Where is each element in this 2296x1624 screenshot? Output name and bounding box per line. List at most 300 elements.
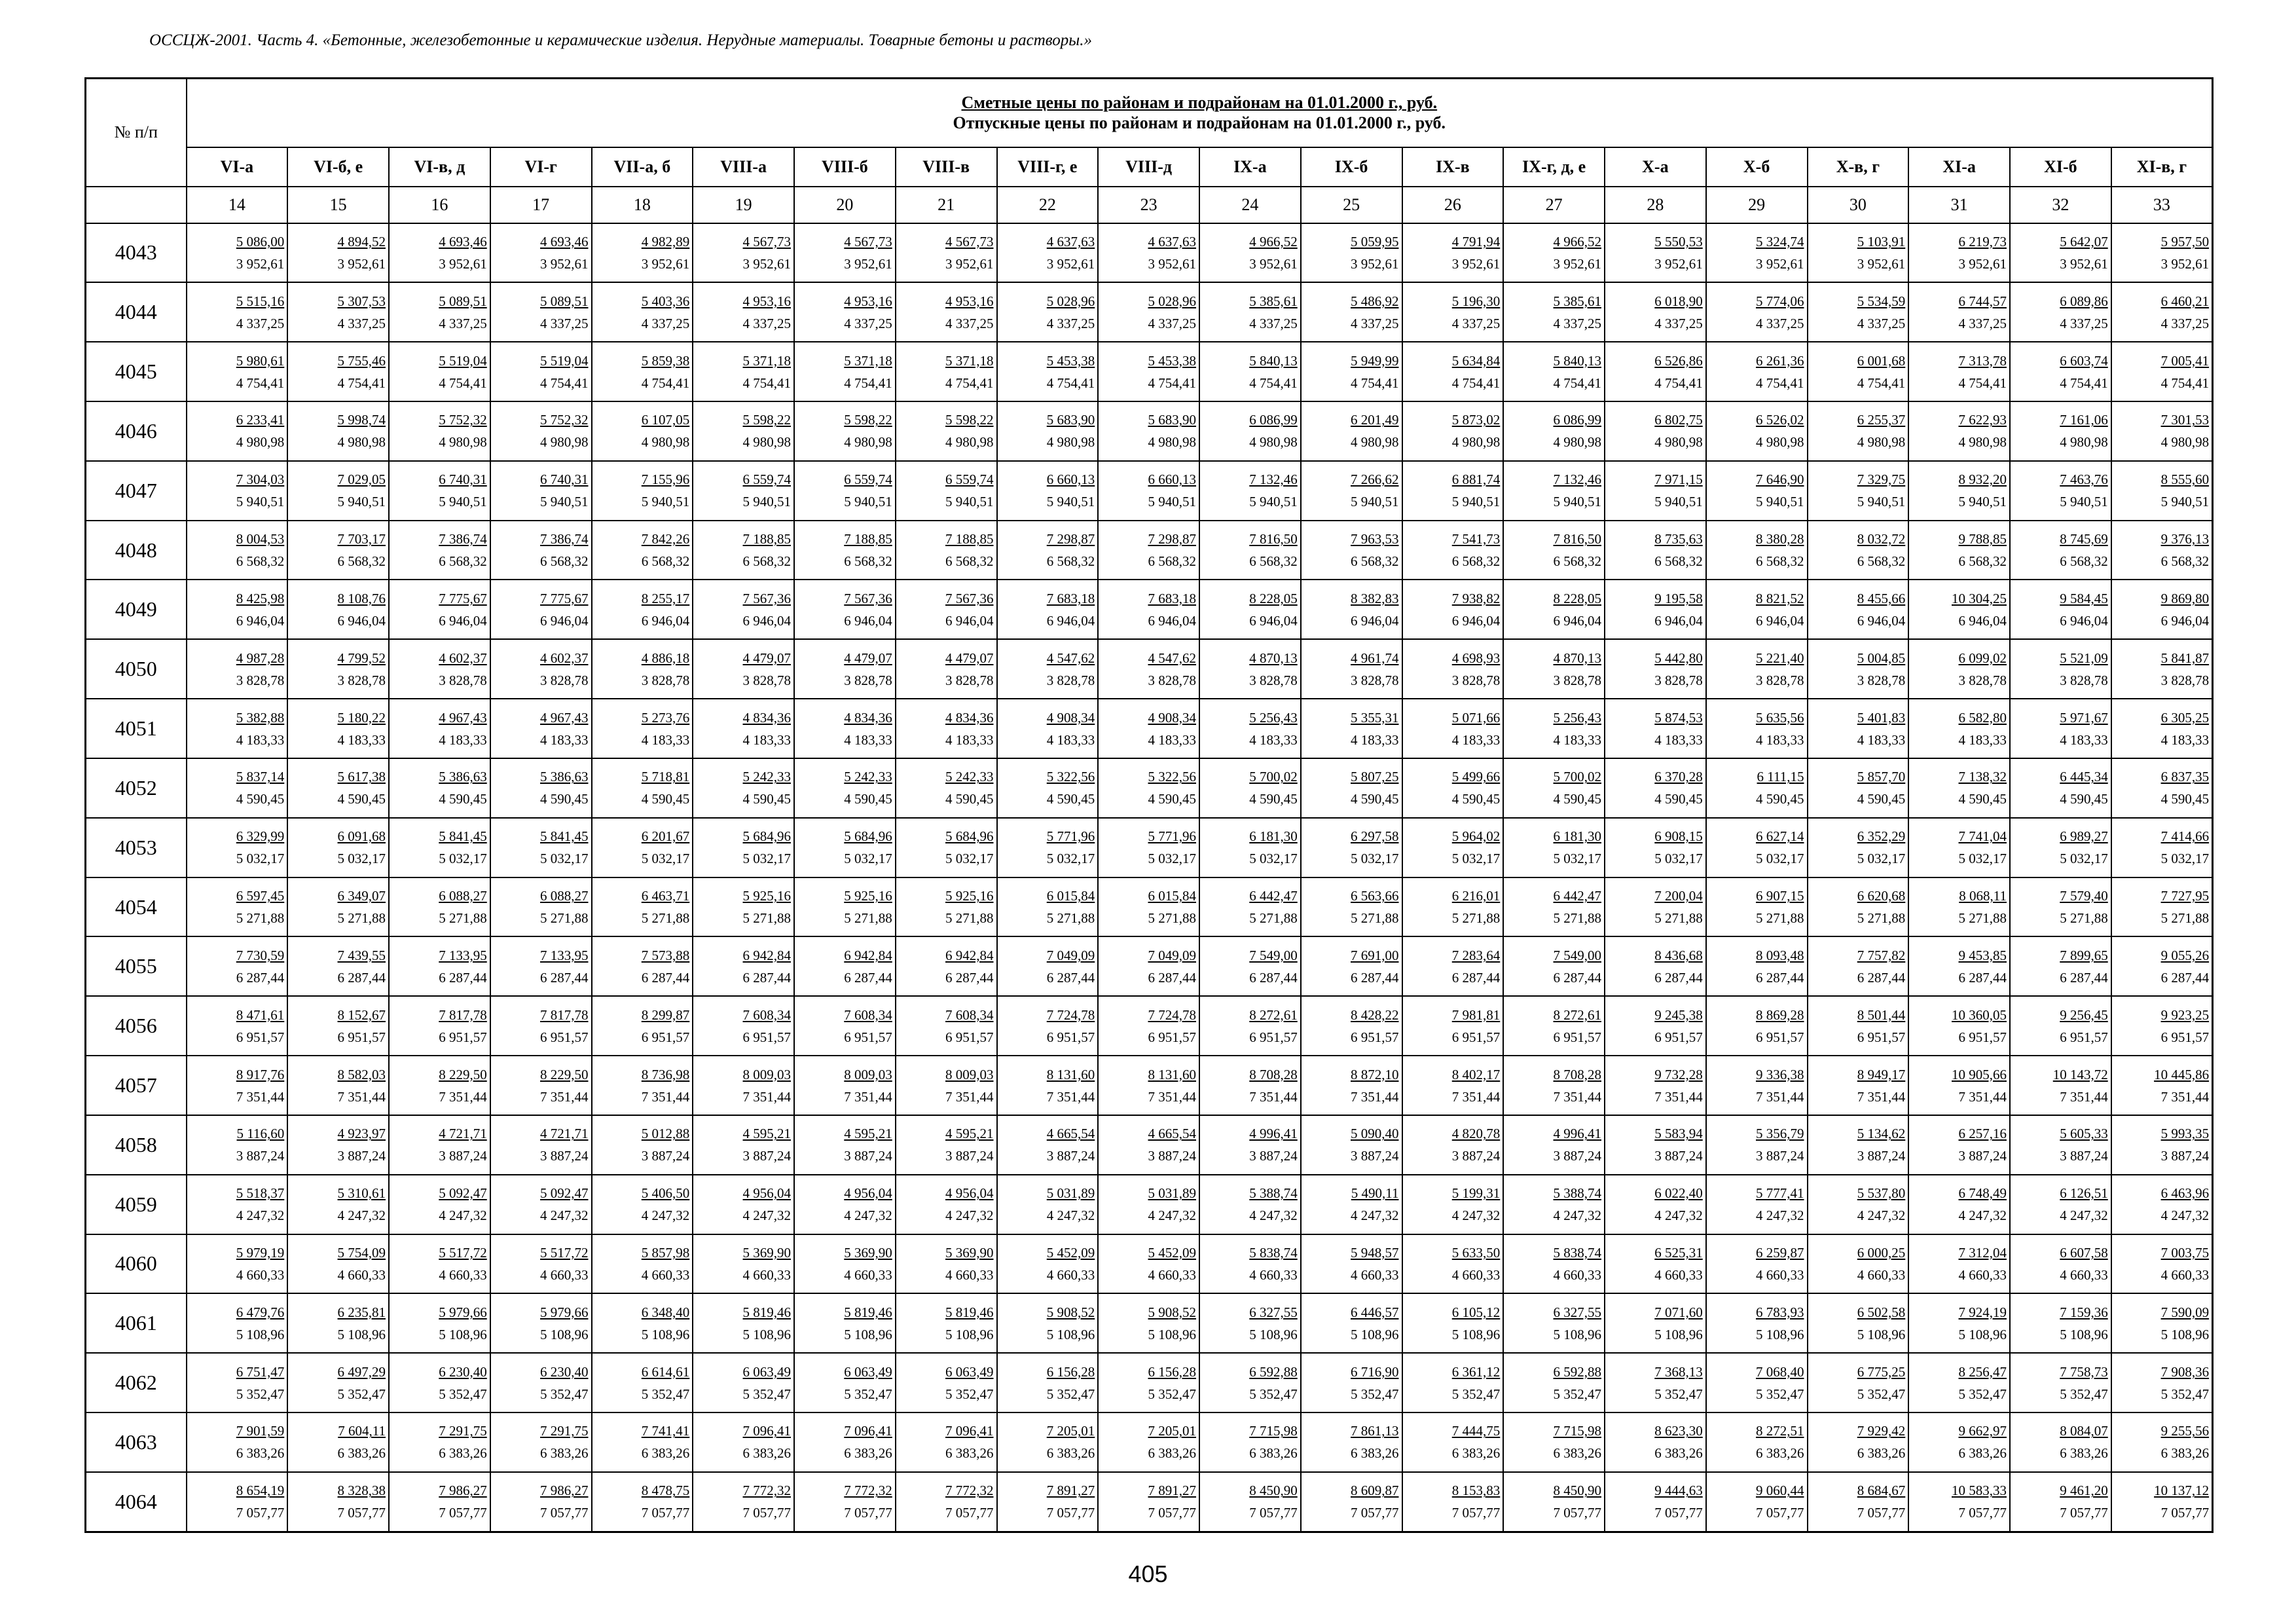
- release-price: 4 247,32: [1046, 1208, 1095, 1224]
- estimated-price: 5 957,50: [2160, 233, 2210, 249]
- release-price: 4 183,33: [236, 731, 285, 748]
- estimated-price: 4 595,21: [844, 1126, 892, 1142]
- estimated-price: 6 502,58: [1857, 1304, 1906, 1320]
- estimated-price: 10 445,86: [2154, 1066, 2210, 1082]
- estimated-price: 5 752,32: [439, 412, 487, 428]
- estimated-price: 7 291,75: [439, 1423, 487, 1439]
- price-cell: [794, 1115, 896, 1175]
- estimated-price: 4 961,74: [1351, 650, 1399, 666]
- price-cell: [1808, 223, 1909, 283]
- price-cell: [1908, 1412, 2010, 1472]
- price-cell: [287, 758, 389, 818]
- price-cell: [997, 1234, 1099, 1294]
- release-price: 4 590,45: [1654, 791, 1703, 807]
- table-row: [86, 461, 2213, 521]
- release-price: 7 351,44: [2060, 1088, 2108, 1105]
- release-price: 6 287,44: [945, 969, 994, 986]
- release-price: 6 568,32: [540, 553, 589, 570]
- release-price: 4 247,32: [1958, 1208, 2007, 1224]
- release-price: 4 183,33: [1451, 731, 1501, 748]
- estimated-price: 8 402,17: [1451, 1066, 1501, 1082]
- price-cell: [592, 1293, 693, 1353]
- estimated-price: 6 526,86: [1654, 352, 1703, 369]
- estimated-price: 5 684,96: [742, 828, 791, 845]
- estimated-price: 6 261,36: [1756, 352, 1804, 369]
- release-price: 4 754,41: [1351, 375, 1399, 391]
- price-cell: [1301, 1353, 1402, 1412]
- district-header: VIII-а: [693, 147, 794, 187]
- release-price: 6 946,04: [337, 612, 386, 629]
- price-cell: [1402, 282, 1504, 342]
- district-header: X-б: [1706, 147, 1808, 187]
- estimated-price: 5 841,87: [2160, 650, 2210, 666]
- price-cell: [1098, 580, 1199, 639]
- price-cell: [1808, 1234, 1909, 1294]
- release-price: 3 828,78: [945, 672, 994, 688]
- estimated-price: 6 015,84: [1046, 888, 1095, 904]
- release-price: 3 887,24: [641, 1148, 690, 1164]
- price-cell: [1301, 223, 1402, 283]
- estimated-price: 5 840,13: [1249, 352, 1298, 369]
- row-number: 4058: [86, 1115, 187, 1175]
- price-cell: [794, 1293, 896, 1353]
- estimated-price: 7 096,41: [844, 1423, 892, 1439]
- release-price: 6 383,26: [1148, 1445, 1196, 1462]
- price-title: [187, 79, 2213, 147]
- estimated-price: 8 272,61: [1553, 1006, 1601, 1023]
- row-number: 4045: [86, 342, 187, 401]
- column-number: 32: [2010, 187, 2111, 223]
- estimated-price: 6 327,55: [1553, 1304, 1601, 1320]
- estimated-price: 5 684,96: [945, 828, 994, 845]
- release-price: 4 660,33: [1756, 1266, 1804, 1283]
- price-cell: [287, 1293, 389, 1353]
- estimated-price: 4 595,21: [742, 1126, 791, 1142]
- price-cell: [1908, 282, 2010, 342]
- estimated-price: 6 233,41: [236, 412, 285, 428]
- price-cell: [389, 1353, 490, 1412]
- price-cell: [187, 521, 288, 580]
- release-price: 4 337,25: [1148, 315, 1196, 331]
- release-price: 4 660,33: [1451, 1266, 1501, 1283]
- district-header: VI-б, е: [287, 147, 389, 187]
- price-cell: [693, 758, 794, 818]
- release-price: 4 754,41: [236, 375, 285, 391]
- estimated-price: 8 228,05: [1553, 590, 1601, 606]
- release-price: 4 590,45: [1351, 791, 1399, 807]
- estimated-price: 4 966,52: [1249, 233, 1298, 249]
- price-cell: [1301, 1472, 1402, 1532]
- estimated-price: 9 732,28: [1654, 1066, 1703, 1082]
- release-price: 4 337,25: [1249, 315, 1298, 331]
- release-price: 5 352,47: [1249, 1386, 1298, 1402]
- release-price: 5 108,96: [1451, 1326, 1501, 1342]
- estimated-price: 5 857,98: [641, 1244, 690, 1261]
- estimated-price: 4 820,78: [1451, 1126, 1501, 1142]
- price-cell: [592, 699, 693, 758]
- estimated-price: 7 579,40: [2060, 888, 2108, 904]
- estimated-price: 7 132,46: [1249, 471, 1298, 488]
- estimated-price: 7 730,59: [236, 947, 285, 963]
- price-cell: [2010, 699, 2111, 758]
- release-price: 4 590,45: [337, 791, 386, 807]
- release-price: 7 351,44: [1756, 1088, 1804, 1105]
- release-price: 7 057,77: [1451, 1505, 1501, 1521]
- price-cell: [794, 1056, 896, 1115]
- release-price: 5 940,51: [945, 494, 994, 510]
- release-price: 6 946,04: [2160, 612, 2210, 629]
- price-cell: [997, 1115, 1099, 1175]
- estimated-price: 8 872,10: [1351, 1066, 1399, 1082]
- release-price: 4 980,98: [1249, 434, 1298, 451]
- price-cell: [1706, 1115, 1808, 1175]
- release-price: 7 057,77: [1351, 1505, 1399, 1521]
- estimated-price: 6 802,75: [1654, 412, 1703, 428]
- price-cell: [1503, 1353, 1605, 1412]
- release-price: 4 980,98: [844, 434, 892, 451]
- district-header: VI-а: [187, 147, 288, 187]
- estimated-price: 6 156,28: [1148, 1363, 1196, 1380]
- column-number: 20: [794, 187, 896, 223]
- release-price: 6 568,32: [1451, 553, 1501, 570]
- price-cell: [490, 996, 592, 1056]
- release-price: 5 032,17: [2060, 851, 2108, 867]
- estimated-price: 6 942,84: [945, 947, 994, 963]
- release-price: 6 568,32: [439, 553, 487, 570]
- release-price: 4 660,33: [1654, 1266, 1703, 1283]
- release-price: 5 108,96: [439, 1326, 487, 1342]
- release-price: 3 887,24: [742, 1148, 791, 1164]
- price-cell: [187, 1115, 288, 1175]
- estimated-price: 4 637,63: [1148, 233, 1196, 249]
- estimated-price: 8 153,83: [1451, 1483, 1501, 1499]
- estimated-price: 5 755,46: [337, 352, 386, 369]
- release-price: 6 383,26: [1046, 1445, 1095, 1462]
- price-cell: [1605, 461, 1706, 521]
- estimated-price: 4 953,16: [945, 293, 994, 309]
- price-cell: [389, 1412, 490, 1472]
- release-price: 5 940,51: [2060, 494, 2108, 510]
- release-price: 3 952,61: [2160, 255, 2210, 272]
- estimated-price: 7 899,65: [2060, 947, 2108, 963]
- price-cell: [2010, 1234, 2111, 1294]
- price-cell: [490, 699, 592, 758]
- estimated-price: 6 099,02: [1958, 650, 2007, 666]
- price-cell: [896, 1353, 997, 1412]
- estimated-price: 7 901,59: [236, 1423, 285, 1439]
- price-cell: [187, 818, 288, 877]
- row-number: 4052: [86, 758, 187, 818]
- price-cell: [490, 818, 592, 877]
- price-cell: [1706, 401, 1808, 461]
- estimated-price: 7 817,78: [439, 1006, 487, 1023]
- release-price: 7 351,44: [1451, 1088, 1501, 1105]
- price-cell: [1605, 936, 1706, 996]
- estimated-price: 8 009,03: [742, 1066, 791, 1082]
- estimated-price: 6 361,12: [1451, 1363, 1501, 1380]
- price-cell: [2010, 461, 2111, 521]
- estimated-price: 9 869,80: [2160, 590, 2210, 606]
- estimated-price: 7 622,93: [1958, 412, 2007, 428]
- estimated-price: 8 684,67: [1857, 1483, 1906, 1499]
- price-cell: [1808, 1412, 1909, 1472]
- page-number: 405: [1128, 1560, 1168, 1587]
- release-price: 4 183,33: [641, 731, 690, 748]
- district-header: IX-а: [1199, 147, 1301, 187]
- price-cell: [187, 223, 288, 283]
- table-row: [86, 1472, 2213, 1532]
- estimated-price: 6 460,21: [2160, 293, 2210, 309]
- price-cell: [592, 223, 693, 283]
- estimated-price: 4 886,18: [641, 650, 690, 666]
- estimated-price: 4 693,46: [439, 233, 487, 249]
- estimated-price: 4 834,36: [844, 709, 892, 726]
- estimated-price: 7 816,50: [1249, 531, 1298, 547]
- column-number: 29: [1706, 187, 1808, 223]
- release-price: 6 951,57: [2160, 1029, 2210, 1045]
- estimated-price: 5 774,06: [1756, 293, 1804, 309]
- price-cell: [1199, 1056, 1301, 1115]
- price-cell: [490, 580, 592, 639]
- price-cell: [997, 521, 1099, 580]
- release-price: 7 351,44: [540, 1088, 589, 1105]
- estimated-price: 7 329,75: [1857, 471, 1906, 488]
- estimated-price: 6 216,01: [1451, 888, 1501, 904]
- release-price: 5 352,47: [236, 1386, 285, 1402]
- release-price: 3 887,24: [1756, 1148, 1804, 1164]
- price-cell: [187, 1353, 288, 1412]
- release-price: 6 951,57: [439, 1029, 487, 1045]
- estimated-price: 5 979,66: [439, 1304, 487, 1320]
- release-price: 7 351,44: [1249, 1088, 1298, 1105]
- estimated-price: 5 452,09: [1148, 1244, 1196, 1261]
- release-price: 5 352,47: [641, 1386, 690, 1402]
- release-price: 5 271,88: [2060, 910, 2108, 927]
- release-price: 5 032,17: [540, 851, 589, 867]
- price-cell: [592, 580, 693, 639]
- release-price: 5 108,96: [337, 1326, 386, 1342]
- estimated-price: 7 386,74: [439, 531, 487, 547]
- estimated-price: 4 602,37: [540, 650, 589, 666]
- estimated-price: 5 452,09: [1046, 1244, 1095, 1261]
- release-price: 7 057,77: [2160, 1505, 2210, 1521]
- release-price: 6 287,44: [1351, 969, 1399, 986]
- price-cell: [2010, 1412, 2111, 1472]
- estimated-price: 6 751,47: [236, 1363, 285, 1380]
- table-row: [86, 401, 2213, 461]
- release-price: 7 057,77: [1958, 1505, 2007, 1521]
- estimated-price: 7 727,95: [2160, 888, 2210, 904]
- estimated-price: 8 229,50: [540, 1066, 589, 1082]
- release-price: 4 660,33: [1148, 1266, 1196, 1283]
- price-cell: [1808, 521, 1909, 580]
- release-price: 6 383,26: [742, 1445, 791, 1462]
- release-price: 4 980,98: [742, 434, 791, 451]
- price-cell: [794, 1175, 896, 1234]
- release-price: 5 940,51: [641, 494, 690, 510]
- release-price: 7 057,77: [1046, 1505, 1095, 1521]
- estimated-price: 6 235,81: [337, 1304, 386, 1320]
- estimated-price: 4 595,21: [945, 1126, 994, 1142]
- estimated-price: 5 519,04: [439, 352, 487, 369]
- price-cell: [1605, 1175, 1706, 1234]
- price-cell: [2010, 1115, 2111, 1175]
- release-price: 7 057,77: [1249, 1505, 1298, 1521]
- release-price: 6 946,04: [1654, 612, 1703, 629]
- estimated-price: 7 929,42: [1857, 1423, 1906, 1439]
- release-price: 5 108,96: [2160, 1326, 2210, 1342]
- price-cell: [490, 1234, 592, 1294]
- estimated-price: 6 001,68: [1857, 352, 1906, 369]
- estimated-price: 7 068,40: [1756, 1363, 1804, 1380]
- price-cell: [794, 1353, 896, 1412]
- release-price: 6 383,26: [1553, 1445, 1601, 1462]
- estimated-price: 8 425,98: [236, 590, 285, 606]
- release-price: 6 287,44: [1148, 969, 1196, 986]
- release-price: 4 980,98: [337, 434, 386, 451]
- row-number: 4059: [86, 1175, 187, 1234]
- district-header: VIII-в: [896, 147, 997, 187]
- price-cell: [592, 342, 693, 401]
- price-cell: [794, 639, 896, 699]
- price-cell: [287, 1234, 389, 1294]
- price-cell: [1605, 699, 1706, 758]
- release-price: 4 247,32: [1351, 1208, 1399, 1224]
- release-price: 5 271,88: [439, 910, 487, 927]
- estimated-price: 9 255,56: [2160, 1423, 2210, 1439]
- estimated-price: 7 133,95: [439, 947, 487, 963]
- release-price: 4 247,32: [945, 1208, 994, 1224]
- release-price: 5 032,17: [1046, 851, 1095, 867]
- price-cell: [794, 461, 896, 521]
- price-cell: [1301, 1293, 1402, 1353]
- district-header: VIII-д: [1098, 147, 1199, 187]
- estimated-price: 4 547,62: [1148, 650, 1196, 666]
- price-cell: [287, 818, 389, 877]
- release-price: 5 271,88: [945, 910, 994, 927]
- price-cell: [389, 521, 490, 580]
- release-price: 5 271,88: [844, 910, 892, 927]
- price-cell: [1503, 461, 1605, 521]
- release-price: 3 828,78: [236, 672, 285, 688]
- release-price: 6 568,32: [742, 553, 791, 570]
- estimated-price: 5 605,33: [2060, 1126, 2108, 1142]
- release-price: 5 940,51: [1553, 494, 1601, 510]
- price-cell: [592, 1175, 693, 1234]
- release-price: 6 951,57: [1958, 1029, 2007, 1045]
- column-number: 22: [997, 187, 1099, 223]
- price-cell: [287, 1175, 389, 1234]
- price-cell: [1908, 1175, 2010, 1234]
- release-price: 5 940,51: [1249, 494, 1298, 510]
- estimated-price: 7 159,36: [2060, 1304, 2108, 1320]
- price-cell: [1199, 1353, 1301, 1412]
- price-cell: [1908, 818, 2010, 877]
- estimated-price: 8 471,61: [236, 1006, 285, 1023]
- estimated-price: 7 971,15: [1654, 471, 1703, 488]
- estimated-price: 6 607,58: [2060, 1244, 2108, 1261]
- price-cell: [187, 342, 288, 401]
- price-cell: [896, 1293, 997, 1353]
- price-cell: [1808, 401, 1909, 461]
- release-price: 7 057,77: [236, 1505, 285, 1521]
- price-cell: [2010, 580, 2111, 639]
- release-price: 4 183,33: [844, 731, 892, 748]
- estimated-price: 8 436,68: [1654, 947, 1703, 963]
- price-cell: [1301, 639, 1402, 699]
- estimated-price: 7 817,78: [540, 1006, 589, 1023]
- price-cell: [1908, 1353, 2010, 1412]
- district-header: XI-а: [1908, 147, 2010, 187]
- price-cell: [693, 639, 794, 699]
- release-price: 6 383,26: [1958, 1445, 2007, 1462]
- release-price: 4 754,41: [844, 375, 892, 391]
- release-price: 3 887,24: [1958, 1148, 2007, 1164]
- price-cell: [1098, 1175, 1199, 1234]
- estimated-price: 8 745,69: [2060, 531, 2108, 547]
- price-cell: [896, 461, 997, 521]
- estimated-price: 5 486,92: [1351, 293, 1399, 309]
- estimated-price: 5 683,90: [1046, 412, 1095, 428]
- price-cell: [693, 580, 794, 639]
- estimated-price: 5 199,31: [1451, 1185, 1501, 1202]
- price-cell: [187, 877, 288, 937]
- price-cell: [1908, 1115, 2010, 1175]
- release-price: 6 951,57: [1249, 1029, 1298, 1045]
- estimated-price: 6 748,49: [1958, 1185, 2007, 1202]
- release-price: 4 980,98: [945, 434, 994, 451]
- price-cell: [1199, 699, 1301, 758]
- estimated-price: 5 071,66: [1451, 709, 1501, 726]
- price-cell: [1706, 1412, 1808, 1472]
- estimated-price: 6 446,57: [1351, 1304, 1399, 1320]
- release-price: 4 590,45: [540, 791, 589, 807]
- price-cell: [1402, 936, 1504, 996]
- release-price: 5 271,88: [1857, 910, 1906, 927]
- price-cell: [187, 1293, 288, 1353]
- price-cell: [1301, 342, 1402, 401]
- estimated-price: 4 791,94: [1451, 233, 1501, 249]
- price-cell: [1808, 758, 1909, 818]
- estimated-price: 6 201,67: [641, 828, 690, 845]
- estimated-price: 5 515,16: [236, 293, 285, 309]
- release-price: 4 337,25: [641, 315, 690, 331]
- release-price: 4 660,33: [844, 1266, 892, 1283]
- district-header: IX-в: [1402, 147, 1504, 187]
- estimated-price: 7 549,00: [1553, 947, 1601, 963]
- district-header: XI-б: [2010, 147, 2111, 187]
- release-price: 3 828,78: [1654, 672, 1703, 688]
- price-cell: [1605, 877, 1706, 937]
- price-cell: [2010, 1293, 2111, 1353]
- estimated-price: 6 614,61: [641, 1363, 690, 1380]
- release-price: 3 828,78: [2160, 672, 2210, 688]
- release-price: 7 351,44: [1654, 1088, 1703, 1105]
- price-cell: [1402, 580, 1504, 639]
- estimated-price: 9 444,63: [1654, 1483, 1703, 1499]
- estimated-price: 5 840,13: [1553, 352, 1601, 369]
- row-number: 4050: [86, 639, 187, 699]
- release-price: 3 952,61: [1148, 255, 1196, 272]
- release-price: 6 287,44: [641, 969, 690, 986]
- price-cell: [389, 1056, 490, 1115]
- release-price: 6 383,26: [2060, 1445, 2108, 1462]
- estimated-price: 5 908,52: [1046, 1304, 1095, 1320]
- release-price: 5 108,96: [1756, 1326, 1804, 1342]
- table-row: [86, 282, 2213, 342]
- estimated-price: 7 291,75: [540, 1423, 589, 1439]
- release-price: 5 352,47: [1451, 1386, 1501, 1402]
